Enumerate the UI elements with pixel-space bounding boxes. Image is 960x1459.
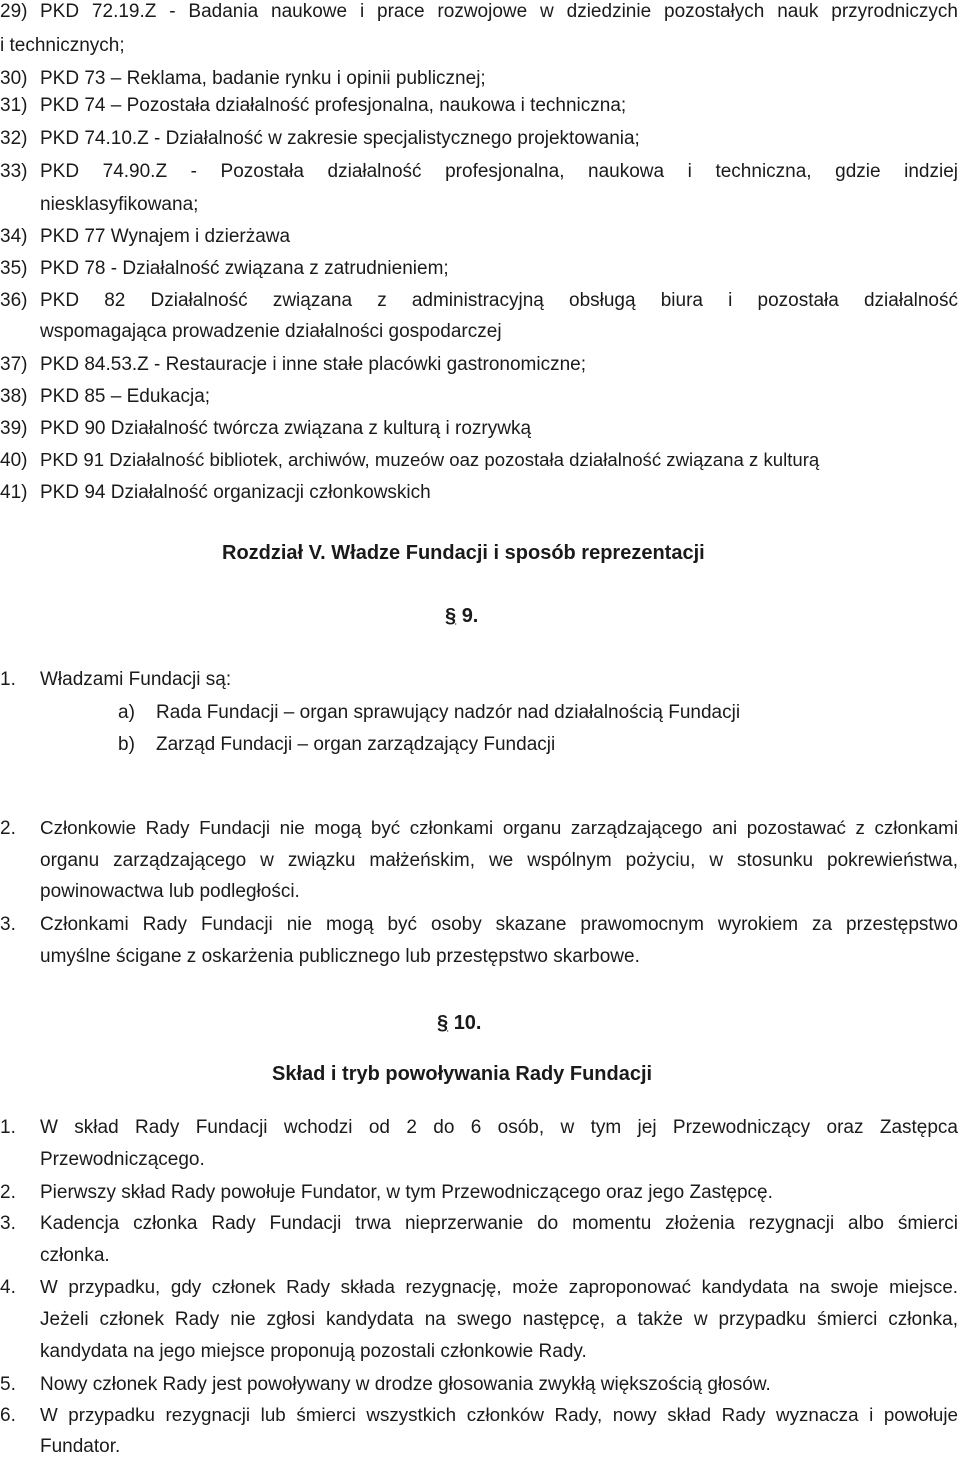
section-title: Skład i tryb powoływania Rady Fundacji — [272, 1063, 653, 1085]
sub-item-number: a) — [118, 702, 135, 723]
list-item-text: i technicznych; — [0, 35, 125, 56]
section-sign — [445, 606, 478, 626]
paragraph-text: Członkowie Rady Fundacji nie mogą być członkami organu zarządzającego ani pozostawać z członkami — [40, 817, 958, 838]
list-item-text: PKD 74.10.Z - Działalność w zakresie specjalistycznego projektowania; — [40, 128, 640, 149]
paragraph-text: Jeżeli członek Rady nie zgłosi kandydata na swego następcę, a także w przypadku śmierci członka, — [40, 1309, 958, 1330]
list-item-number: 33) — [0, 161, 28, 182]
paragraph-number: 5. — [0, 1374, 16, 1395]
list-item-text: PKD 78 - Działalność związana z zatrudnieniem; — [40, 258, 449, 279]
paragraph-text: Fundator. — [40, 1436, 121, 1457]
list-item-number: 30) — [0, 68, 28, 89]
list-item-text: PKD 84.53.Z - Restauracje i inne stałe placówki gastronomiczne; — [40, 354, 586, 375]
list-item-text: PKD 85 – Edukacja; — [40, 386, 211, 407]
list-item-number: 38) — [0, 386, 28, 407]
list-item-text: wspomagająca prowadzenie działalności gospodarczej — [40, 321, 502, 342]
paragraph-text: powinowactwa lub podległości. — [40, 881, 300, 902]
list-item-text: PKD 77 Wynajem i dzierżawa — [40, 226, 291, 247]
section-symbol-icon: § — [437, 1012, 449, 1034]
list-item-text: PKD 90 Działalność twórcza związana z kulturą i rozrywką — [40, 418, 532, 439]
paragraph-number: 3. — [0, 914, 16, 935]
sub-item-number: b) — [118, 734, 135, 755]
section-symbol-icon: § — [445, 605, 457, 627]
list-item-number: 34) — [0, 226, 28, 247]
list-item-text: PKD 73 – Reklama, badanie rynku i opinii publicznej; — [40, 68, 486, 89]
sub-item-text: Rada Fundacji – organ sprawujący nadzór nad działalnością Fundacji — [156, 702, 741, 723]
list-item-text: PKD 72.19.Z - Badania naukowe i prace rozwojowe w dziedzinie pozostałych nauk przyrodniczych — [40, 1, 958, 22]
section-sign — [437, 1013, 482, 1033]
chapter-title: Rozdział V. Władze Fundacji i sposób reprezentacji — [222, 542, 705, 564]
paragraph-text: członka. — [40, 1245, 110, 1266]
list-item-number: 32) — [0, 128, 28, 149]
paragraph-text: W przypadku, gdy członek Rady składa rezygnację, może zaproponować kandydata na swoje miejsce. — [40, 1276, 958, 1297]
list-item-text: PKD 74.90.Z - Pozostała działalność profesjonalna, naukowa i techniczna, gdzie indziej — [40, 161, 958, 182]
list-item-text: PKD 91 Działalność bibliotek, archiwów, muzeów oaz pozostała działalność związana z kulturą — [40, 449, 820, 470]
paragraph-text: Pierwszy skład Rady powołuje Fundator, w tym Przewodniczącego oraz jego Zastępcę. — [40, 1182, 773, 1203]
paragraph-text: Kadencja członka Rady Fundacji trwa nieprzerwanie do momentu złożenia rezygnacji albo śmierci — [40, 1213, 958, 1234]
list-item-number: 29) — [0, 1, 28, 22]
paragraph-text: kandydata na jego miejsce proponują pozostali członkowie Rady. — [40, 1341, 587, 1362]
paragraph-number: 1. — [0, 1117, 16, 1138]
list-item-number: 41) — [0, 482, 28, 503]
list-item-text: niesklasyfikowana; — [40, 194, 199, 215]
list-item-number: 31) — [0, 95, 28, 116]
paragraph-number: 6. — [0, 1405, 16, 1426]
paragraph-number: 2. — [0, 818, 16, 839]
paragraph-text: W przypadku rezygnacji lub śmierci wszystkich członków Rady, nowy skład Rady wyznacza i powołuje — [40, 1404, 958, 1425]
paragraph-number: 2. — [0, 1182, 16, 1203]
paragraph-number: 1. — [0, 669, 16, 690]
paragraph-text: W skład Rady Fundacji wchodzi od 2 do 6 osób, w tym jej Przewodniczący oraz Zastępca — [40, 1117, 958, 1138]
paragraph-number: 3. — [0, 1213, 16, 1234]
paragraph-number: 4. — [0, 1277, 16, 1298]
paragraph-text: Władzami Fundacji są: — [40, 669, 232, 690]
list-item-text: PKD 82 Działalność związana z administracyjną obsługą biura i pozostała działalność — [40, 290, 958, 311]
list-item-number: 37) — [0, 354, 28, 375]
paragraph-text: Członkami Rady Fundacji nie mogą być osoby skazane prawomocnym wyrokiem za przestępstwo — [40, 914, 958, 935]
paragraph-text: Przewodniczącego. — [40, 1149, 205, 1170]
list-item-text: PKD 94 Działalność organizacji członkowskich — [40, 482, 431, 503]
list-item-number: 36) — [0, 290, 28, 311]
sub-item-text: Zarząd Fundacji – organ zarządzający Fundacji — [156, 734, 556, 755]
list-item-number: 39) — [0, 418, 28, 439]
section-number: 10. — [453, 1012, 482, 1034]
list-item-text: PKD 74 – Pozostała działalność profesjonalna, naukowa i techniczna; — [40, 95, 627, 116]
list-item-number: 35) — [0, 258, 28, 279]
paragraph-text: organu zarządzającego w związku małżeńskim, we wspólnym pożyciu, w stosunku pokrewieństwa, — [40, 850, 958, 871]
paragraph-text: Nowy członek Rady jest powoływany w drodze głosowania zwykłą większością głosów. — [40, 1374, 771, 1395]
list-item-number: 40) — [0, 450, 28, 471]
section-number: 9. — [461, 605, 479, 627]
paragraph-text: umyślne ścigane z oskarżenia publicznego lub przestępstwo skarbowe. — [40, 946, 640, 967]
